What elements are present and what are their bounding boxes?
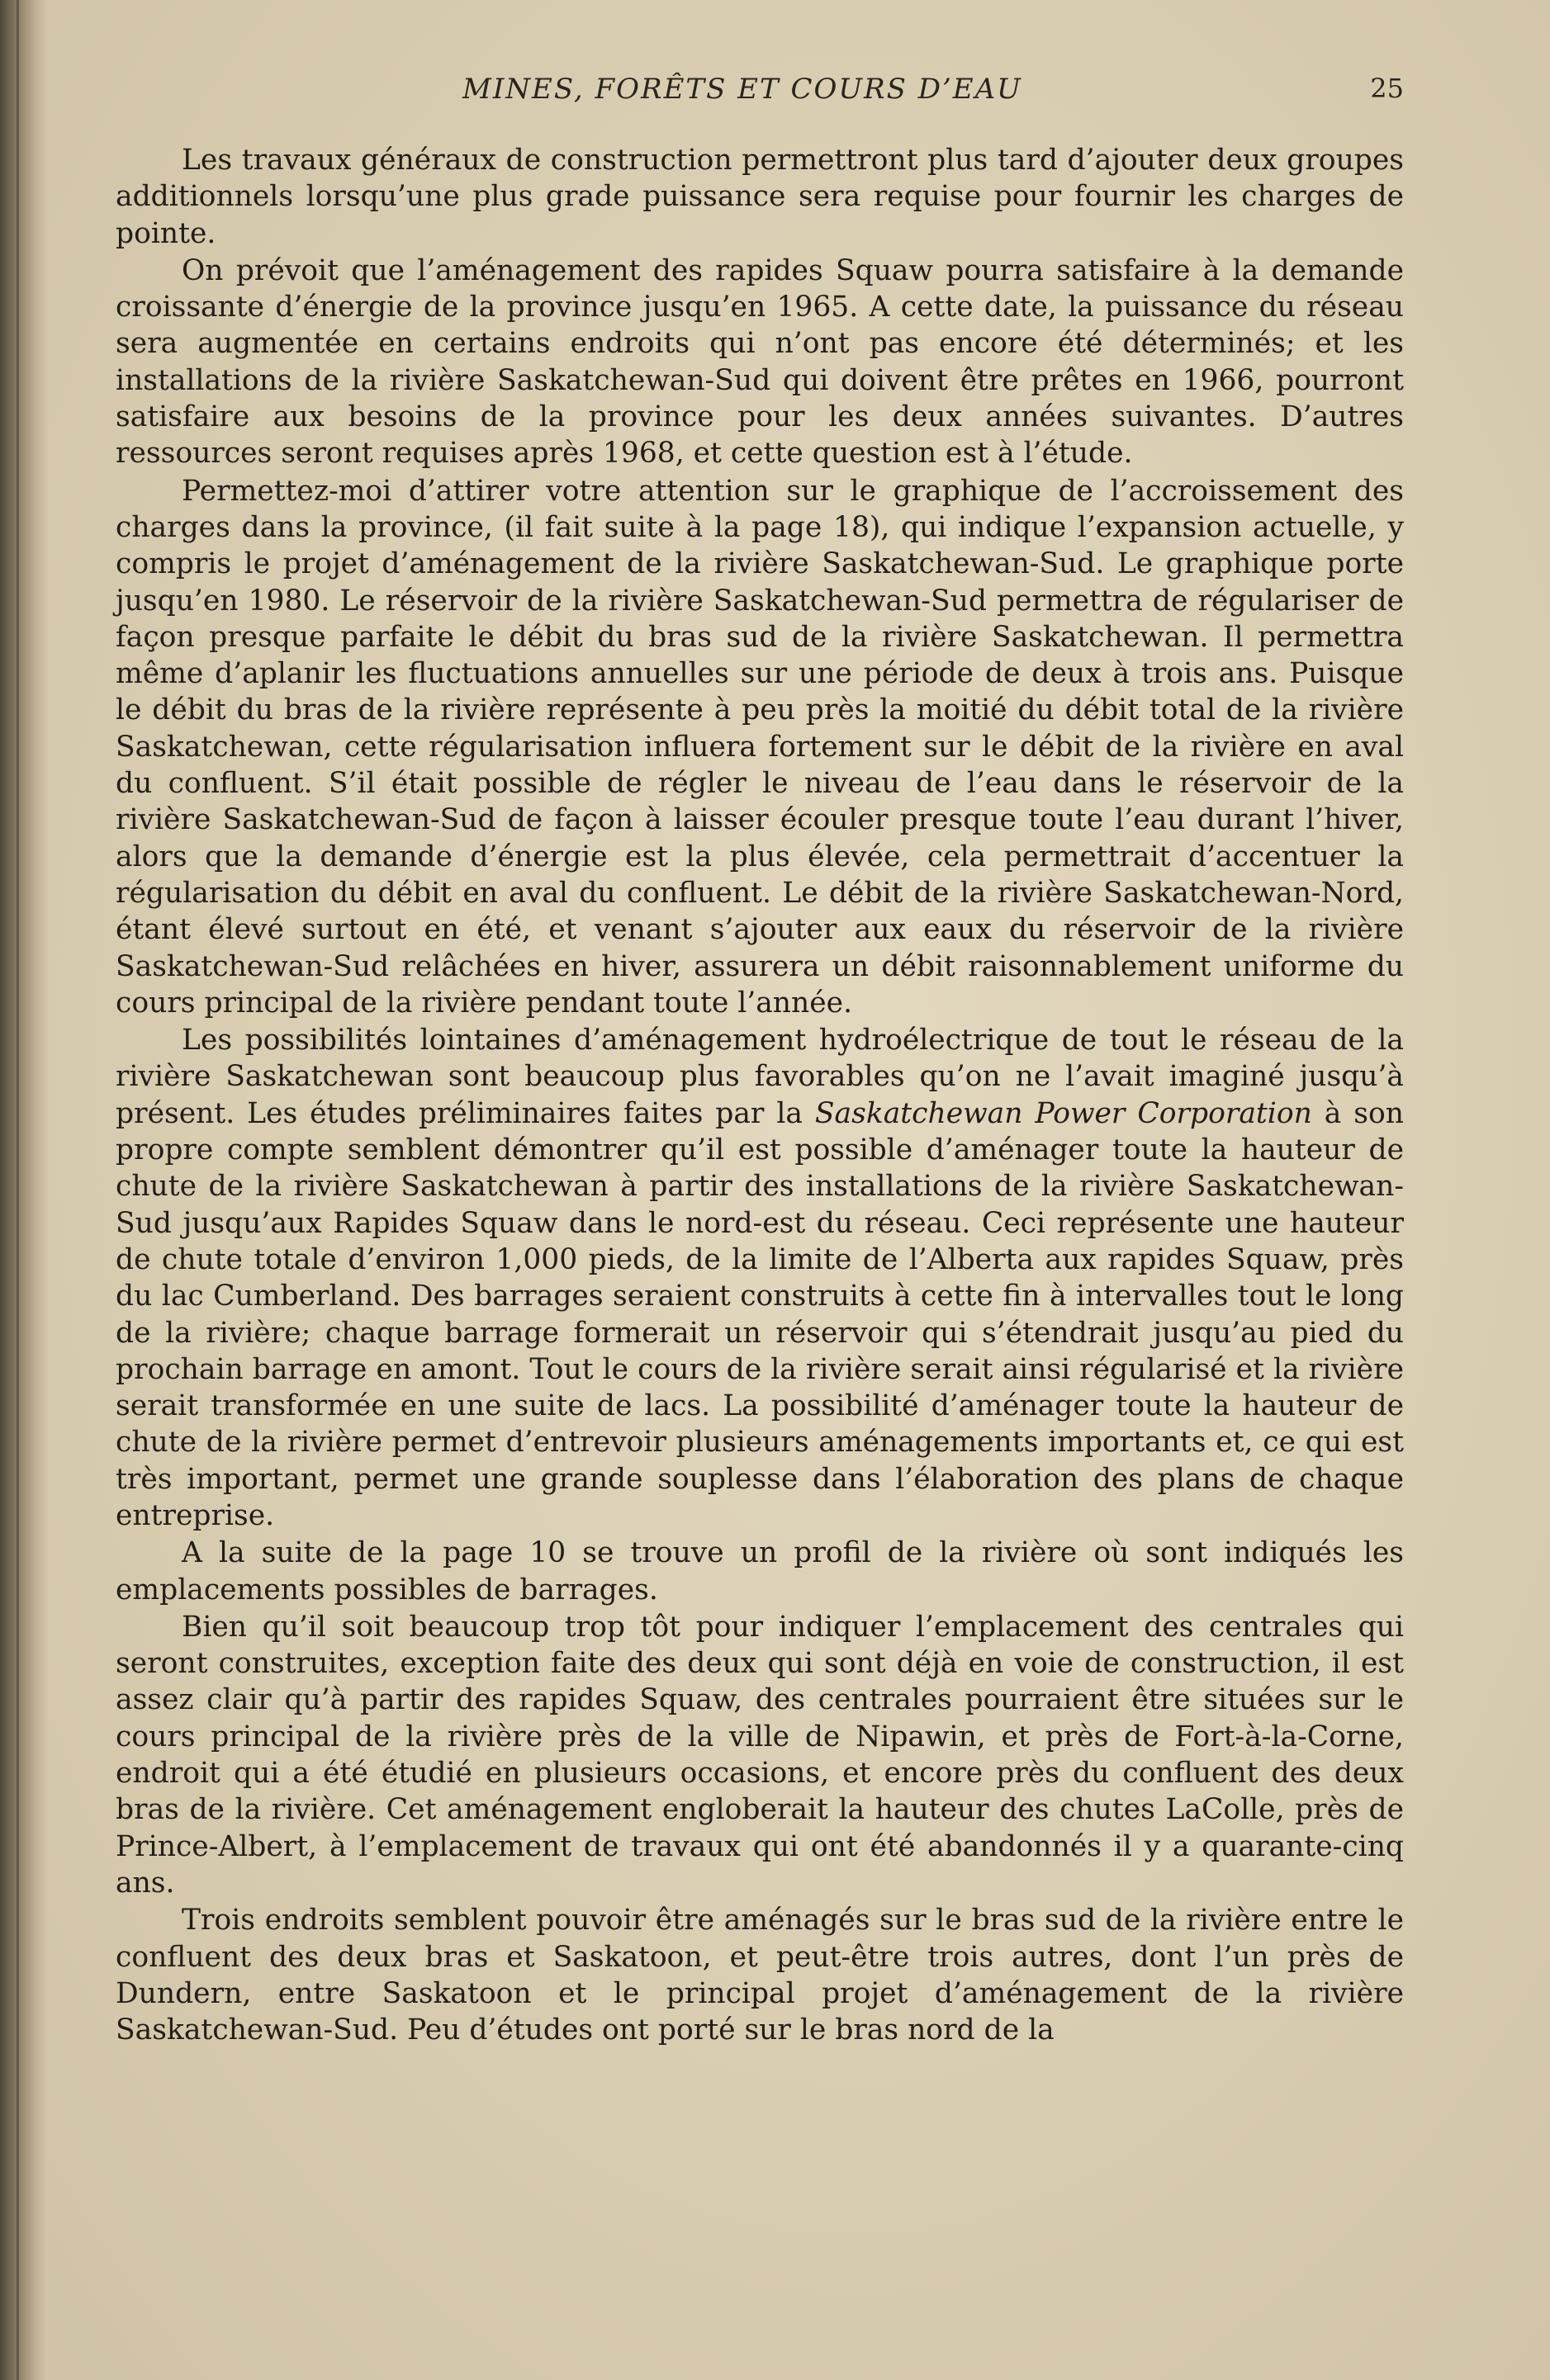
- paragraph-7: Trois endroits semblent pouvoir être aménagés sur le bras sud de la rivière entre le confluent des deux bras et Saskatoon, et peut-être trois autres, dont l’un près de Dundern, entre Saskatoon et le principal projet d’aménagement de la rivière Saskatchewan-Sud. Peu d’études ont porté sur le bras nord de la: [116, 1904, 1404, 2047]
- book-binding: [0, 0, 48, 2380]
- paragraph-3: Permettez-moi d’attirer votre attention sur le graphique de l’accroissement des charges dans la province, (il fait suite à la page 18), qui indique l’expansion actuelle, y compris le projet d’aménagement de la rivière Saskatchewan-Sud. Le graphique porte jusqu’en 1980. Le réservoir de la rivière Saskatchewan-Sud permettra de régulariser de façon presque parfaite le débit du bras sud de la rivière Saskatchewan. Il permettra même d’aplanir les fluctuations annuelles sur une période de deux à trois ans. Puisque le débit du bras de la rivière représente à peu près la moitié du débit total de la rivière Saskatchewan, cette régularisation influera fortement sur le débit de la rivière en aval du confluent. S’il était possible de régler le niveau de l’eau dans le réservoir de la rivière Saskatchewan-Sud de façon à laisser écouler presque toute l’eau durant l’hiver, alors que la demande d’énergie est la plus élevée, cela permettrait d’accentuer la régularisation du débit en aval du confluent. Le débit de la rivière Saskatchewan-Nord, étant élevé surtout en été, et venant s’ajouter aux eaux du réservoir de la rivière Saskatchewan-Sud relâchées en hiver, assurera un débit raisonnablement uniforme du cours principal de la rivière pendant toute l’année.: [116, 474, 1404, 1020]
- page-header: [116, 73, 1404, 114]
- corporation-name: Saskatchewan Power Corporation: [814, 1096, 1312, 1130]
- running-title: MINES, FORÊTS ET COURS D’EAU: [462, 73, 1022, 106]
- paragraph-1: Les travaux généraux de construction permettront plus tard d’ajouter deux groupes additionnels lorsqu’une plus grade puissance sera requise pour fournir les charges de pointe.: [116, 144, 1404, 250]
- page-number: 25: [1370, 73, 1404, 104]
- body-text: [116, 142, 1404, 2048]
- paragraph-5: A la suite de la page 10 se trouve un profil de la rivière où sont indiqués les emplacements possibles de barrages.: [116, 1536, 1404, 1606]
- paragraph-4: [116, 1022, 1404, 1534]
- binding-edge: [17, 0, 19, 2380]
- paragraph-4-start: Les possibilités lointaines d’aménagement hydroélectrique de tout le réseau de la rivière Saskatchewan sont beaucoup plus favorables qu’on ne l’avait imaginé jusqu’à présent. Les études préliminaires faites par la: [116, 1024, 1404, 1130]
- paragraph-4-end: à son propre compte semblent démontrer qu’il est possible d’aménager toute la hauteur de chute de la rivière Saskatchewan à partir des installations de la rivière Saskatchewan-Sud jusqu’aux Rapides Squaw dans le nord-est du réseau. Ceci représente une hauteur de chute totale d’environ 1,000 pieds, de la limite de l’Alberta aux rapides Squaw, près du lac Cumberland. Des barrages seraient construits à cette fin à intervalles tout le long de la rivière; chaque barrage formerait un réservoir qui s’étendrait jusqu’au pied du prochain barrage en amont. Tout le cours de la rivière serait ainsi régularisé et la rivière serait transformée en une suite de lacs. La possibilité d’aménager toute la hauteur de chute de la rivière permet d’entrevoir plusieurs aménagements importants et, ce qui est très important, permet une grande souplesse dans l’élaboration des plans de chaque entreprise.: [116, 1096, 1404, 1532]
- paragraph-6: Bien qu’il soit beaucoup trop tôt pour indiquer l’emplacement des centrales qui seront construites, exception faite des deux qui sont déjà en voie de construction, il est assez clair qu’à partir des rapides Squaw, des centrales pourraient être situées sur le cours principal de la rivière près de la ville de Nipawin, et près de Fort-à-la-Corne, endroit qui a été étudié en plusieurs occasions, et encore près du confluent des deux bras de la rivière. Cet aménagement engloberait la hauteur des chutes LaColle, près de Prince-Albert, à l’emplacement de travaux qui ont été abandonnés il y a quarante-cinq ans.: [116, 1610, 1404, 1900]
- paragraph-2: On prévoit que l’aménagement des rapides Squaw pourra satisfaire à la demande croissante d’énergie de la province jusqu’en 1965. A cette date, la puissance du réseau sera augmentée en certains endroits qui n’ont pas encore été déterminés; et les installations de la rivière Saskatchewan-Sud qui doivent être prêtes en 1966, pourront satisfaire aux besoins de la province pour les deux années suivantes. D’autres ressources seront requises après 1968, et cette question est à l’étude.: [116, 253, 1404, 471]
